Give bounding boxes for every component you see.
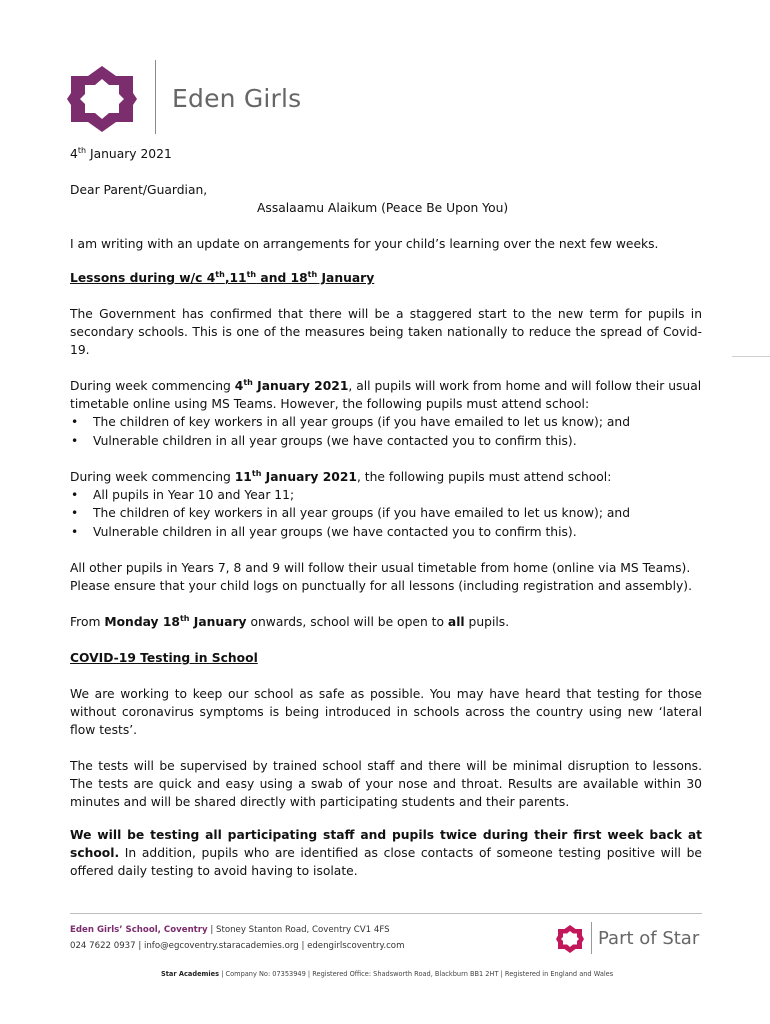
list-item: • The children of key workers in all year groups (if you have emailed to let us know); and	[70, 413, 702, 431]
list-item: • The children of key workers in all year groups (if you have emailed to let us know); and	[70, 504, 702, 522]
salutation: Dear Parent/Guardian,	[70, 183, 208, 197]
footer-contact: 024 7622 0937 | info@egcoventry.staracademies.org | edengirlscoventry.com	[70, 941, 405, 951]
header-divider	[155, 60, 156, 134]
list-item: • Vulnerable children in all year groups (we have contacted you to confirm this).	[70, 523, 702, 541]
eden-girls-star-logo-icon	[67, 66, 137, 132]
margin-mark	[732, 356, 770, 357]
other-pupils-paragraph: All other pupils in Years 7, 8 and 9 will follow their usual timetable from home (online via MS Teams). Please ensure that your child logs on punctually for all lessons (including registration and assembly).	[70, 561, 693, 594]
footer-legal: Star Academies | Company No: 07353949 | Registered Office: Shadsworth Road, Blackburn BB1 2HT | Registered in England and Wales	[161, 970, 614, 978]
footer-star-divider	[591, 922, 592, 954]
part-of-star-label: Part of Star	[598, 928, 700, 949]
letter-date: 4th January 2021	[70, 145, 172, 161]
star-academies-logo-icon	[556, 925, 584, 953]
week-11-list	[70, 486, 702, 541]
islamic-greeting: Assalaamu Alaikum (Peace Be Upon You)	[257, 201, 509, 215]
brand-name: Eden Girls	[172, 84, 302, 113]
testing-paragraph-3: We will be testing all participating staff and pupils twice during their first week back at school. In addition, pupils who are identified as close contacts of someone testing positive will be offered daily testing to avoid having to isolate.	[70, 828, 702, 879]
intro-paragraph: I am writing with an update on arrangements for your child’s learning over the next few weeks.	[70, 237, 659, 251]
week-4-list	[70, 413, 702, 449]
list-item: • Vulnerable children in all year groups (we have contacted you to confirm this).	[70, 432, 702, 450]
list-item: • All pupils in Year 10 and Year 11;	[70, 486, 702, 504]
monday-paragraph: From Monday 18th January onwards, school will be open to all pupils.	[70, 613, 510, 629]
testing-paragraph-1: We are working to keep our school as safe as possible. You may have heard that testing for those without coronavirus symptoms is being introduced in schools across the country using new ‘lateral flow tests’.	[70, 687, 702, 738]
testing-paragraph-2: The tests will be supervised by trained school staff and there will be minimal disruption to lessons. The tests are quick and easy using a swab of your nose and throat. Results are available within 30 minutes and will be shared directly with participating students and their parents.	[70, 759, 702, 810]
footer-address: Eden Girls’ School, Coventry | Stoney Stanton Road, Coventry CV1 4FS	[70, 925, 390, 935]
week-4-paragraph: During week commencing 4th January 2021, all pupils will work from home and will follow their usual timetable online using MS Teams. However, the following pupils must attend school: • The children of key workers in all year groups (if you have emailed to let us know); and • Vulnerable children in all year groups (we have contacted you to confirm this).	[70, 377, 702, 450]
heading-covid-testing: COVID-19 Testing in School	[70, 651, 258, 665]
heading-lessons: Lessons during w/c 4th,11th and 18th January	[70, 269, 375, 285]
government-paragraph: The Government has confirmed that there will be a staggered start to the new term for pupils in secondary schools. This is one of the measures being taken nationally to reduce the spread of Covid-19.	[70, 307, 702, 358]
footer-divider	[70, 913, 702, 914]
week-11-paragraph: During week commencing 11th January 2021, the following pupils must attend school: • All pupils in Year 10 and Year 11; • The children of key workers in all year groups (if you have emailed to let us know); and • Vulnerable children in all year groups (we have contacted you to confirm this).	[70, 468, 702, 541]
